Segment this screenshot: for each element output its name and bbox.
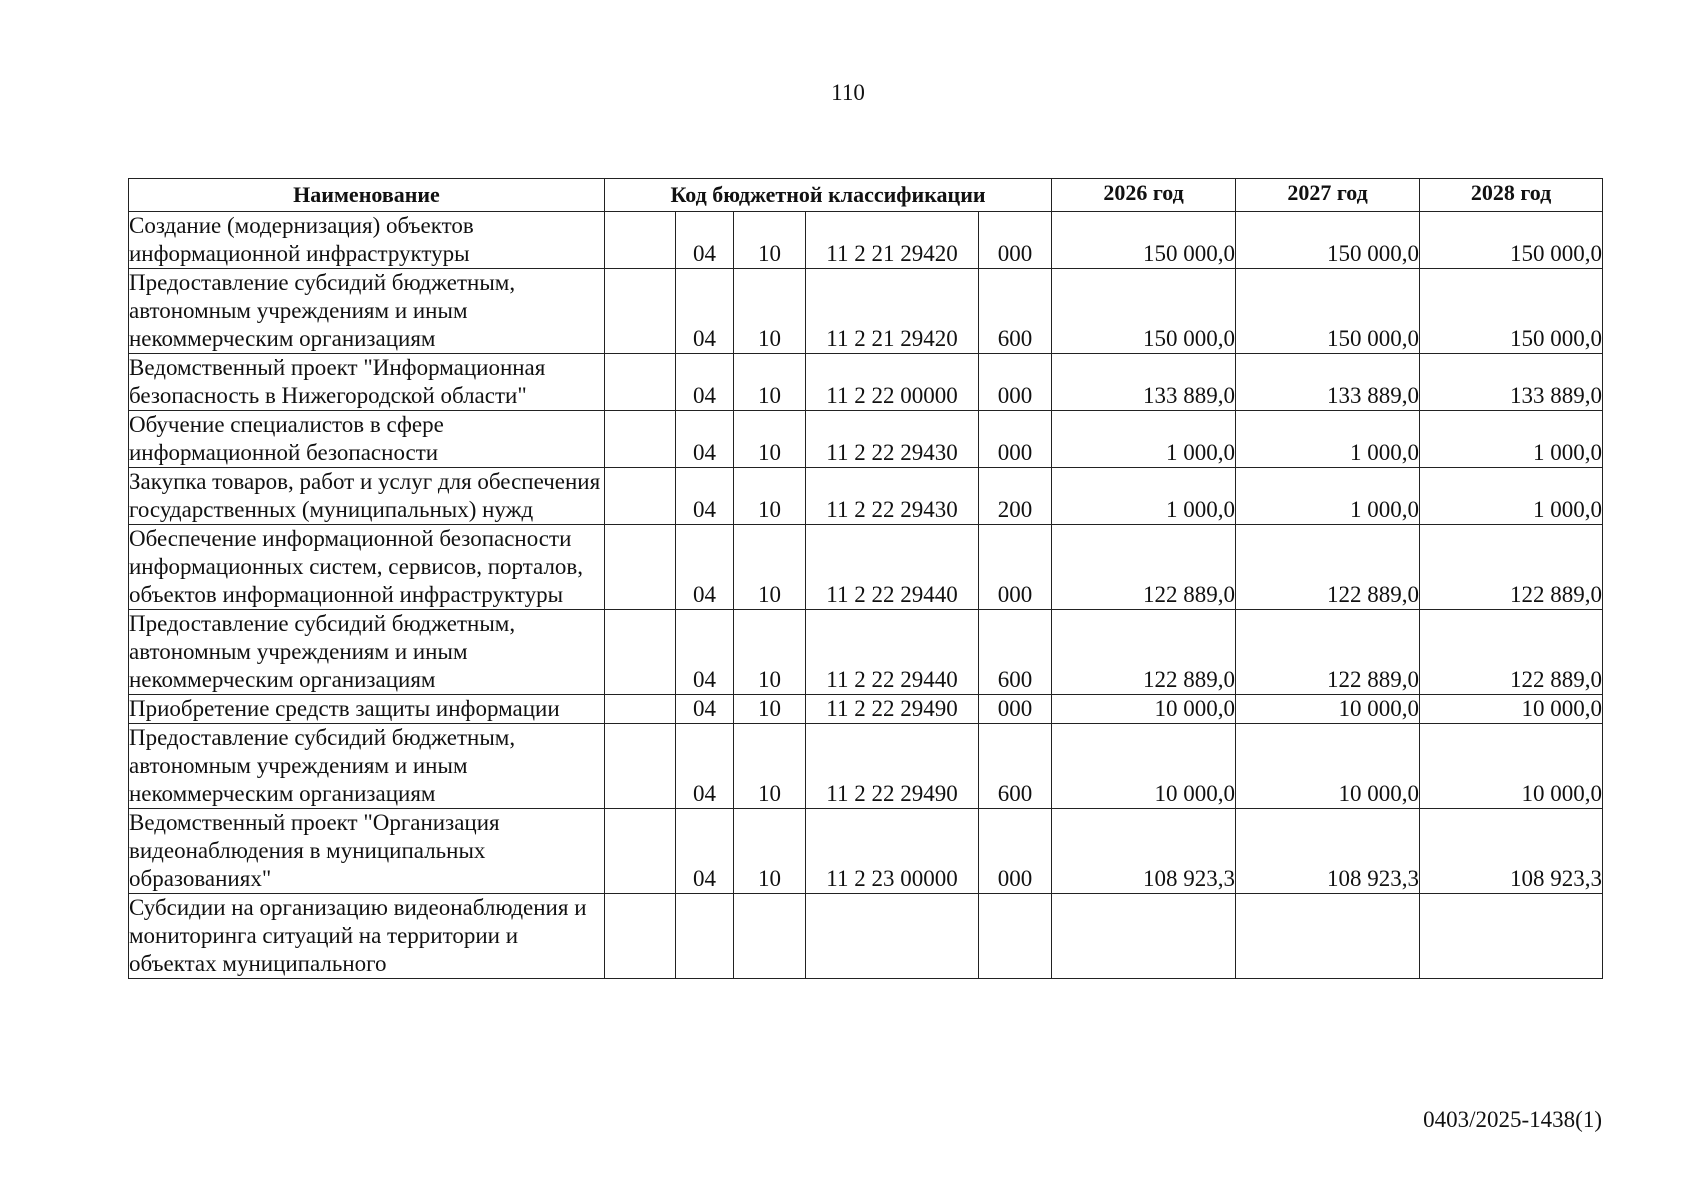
row-subsection-code: 10: [734, 468, 806, 525]
header-2026: 2026 год: [1052, 179, 1236, 212]
row-section-code: 04: [676, 695, 734, 724]
row-name: Ведомственный проект "Организация видеонаблюдения в муниципальных образованиях": [129, 809, 605, 894]
row-amount-2027: 10 000,0: [1236, 695, 1420, 724]
row-name: Субсидии на организацию видеонаблюдения и мониторинга ситуаций на территории и объектах муниципального: [129, 894, 605, 979]
row-target-article: 11 2 22 29440: [806, 525, 979, 610]
table-row: [129, 809, 1603, 894]
row-expense-type: 000: [979, 411, 1052, 468]
document-number: 0403/2025-1438(1): [1423, 1107, 1602, 1132]
row-blank-cell: [605, 610, 676, 695]
row-blank-cell: [605, 411, 676, 468]
row-section-code: 04: [676, 809, 734, 894]
row-amount-2026: 133 889,0: [1052, 354, 1236, 411]
row-blank-cell: [605, 809, 676, 894]
row-name: Предоставление субсидий бюджетным, автономным учреждениям и иным некоммерческим организациям: [129, 610, 605, 695]
row-subsection-code: 10: [734, 809, 806, 894]
row-amount-2026: 122 889,0: [1052, 525, 1236, 610]
row-amount-2027: 133 889,0: [1236, 354, 1420, 411]
row-name: Обучение специалистов в сфере информационной безопасности: [129, 411, 605, 468]
row-name: Закупка товаров, работ и услуг для обеспечения государственных (муниципальных) нужд: [129, 468, 605, 525]
row-amount-2028: 133 889,0: [1420, 354, 1603, 411]
row-blank-cell: [605, 695, 676, 724]
row-name: Обеспечение информационной безопасности информационных систем, сервисов, порталов, объектов информационной инфраструктуры: [129, 525, 605, 610]
row-blank-cell: [605, 212, 676, 269]
row-expense-type: 600: [979, 269, 1052, 354]
row-amount-2027: 122 889,0: [1236, 525, 1420, 610]
row-subsection-code: 10: [734, 269, 806, 354]
row-amount-2027: 10 000,0: [1236, 724, 1420, 809]
row-subsection-code: 10: [734, 724, 806, 809]
row-name: Создание (модернизация) объектов информационной инфраструктуры: [129, 212, 605, 269]
row-target-article: 11 2 22 29430: [806, 411, 979, 468]
row-amount-2027: 1 000,0: [1236, 411, 1420, 468]
table-row: [129, 525, 1603, 610]
row-subsection-code: 10: [734, 525, 806, 610]
row-section-code: 04: [676, 411, 734, 468]
table-row: [129, 354, 1603, 411]
row-blank-cell: [605, 724, 676, 809]
row-target-article: 11 2 22 00000: [806, 354, 979, 411]
row-amount-2027: 150 000,0: [1236, 212, 1420, 269]
row-expense-type: 000: [979, 525, 1052, 610]
table-row: [129, 695, 1603, 724]
row-expense-type: 000: [979, 695, 1052, 724]
row-section-code: 04: [676, 354, 734, 411]
row-amount-2028: 150 000,0: [1420, 269, 1603, 354]
row-blank-cell: [605, 894, 676, 979]
row-section-code: 04: [676, 212, 734, 269]
row-target-article: 11 2 22 29440: [806, 610, 979, 695]
row-target-article: 11 2 22 29490: [806, 724, 979, 809]
table-row: [129, 724, 1603, 809]
row-amount-2026: 1 000,0: [1052, 411, 1236, 468]
row-target-article: 11 2 22 29430: [806, 468, 979, 525]
row-blank-cell: [605, 269, 676, 354]
row-name: Приобретение средств защиты информации: [129, 695, 605, 724]
row-amount-2028: 122 889,0: [1420, 610, 1603, 695]
table-row: [129, 411, 1603, 468]
row-expense-type: 000: [979, 809, 1052, 894]
row-amount-2028: 10 000,0: [1420, 724, 1603, 809]
row-amount-2027: [1236, 894, 1420, 979]
row-target-article: 11 2 21 29420: [806, 269, 979, 354]
row-amount-2026: 150 000,0: [1052, 269, 1236, 354]
row-section-code: 04: [676, 610, 734, 695]
row-amount-2027: 150 000,0: [1236, 269, 1420, 354]
row-amount-2028: 150 000,0: [1420, 212, 1603, 269]
row-section-code: 04: [676, 724, 734, 809]
row-section-code: [676, 894, 734, 979]
table-row: [129, 610, 1603, 695]
header-name: Наименование: [129, 179, 605, 212]
row-name: Предоставление субсидий бюджетным, автономным учреждениям и иным некоммерческим организациям: [129, 269, 605, 354]
row-subsection-code: 10: [734, 610, 806, 695]
table-row: [129, 212, 1603, 269]
row-expense-type: 000: [979, 212, 1052, 269]
row-target-article: [806, 894, 979, 979]
header-2027: 2027 год: [1236, 179, 1420, 212]
row-name: Предоставление субсидий бюджетным, автономным учреждениям и иным некоммерческим организациям: [129, 724, 605, 809]
row-expense-type: 600: [979, 610, 1052, 695]
table-row: [129, 468, 1603, 525]
row-expense-type: [979, 894, 1052, 979]
row-target-article: 11 2 22 29490: [806, 695, 979, 724]
row-amount-2026: 1 000,0: [1052, 468, 1236, 525]
row-expense-type: 000: [979, 354, 1052, 411]
row-amount-2028: 1 000,0: [1420, 468, 1603, 525]
row-blank-cell: [605, 525, 676, 610]
row-section-code: 04: [676, 269, 734, 354]
row-amount-2027: 1 000,0: [1236, 468, 1420, 525]
row-subsection-code: 10: [734, 212, 806, 269]
table-header-row: [129, 179, 1603, 212]
row-amount-2026: 108 923,3: [1052, 809, 1236, 894]
row-name: Ведомственный проект "Информационная безопасность в Нижегородской области": [129, 354, 605, 411]
row-amount-2027: 122 889,0: [1236, 610, 1420, 695]
table-row: [129, 269, 1603, 354]
table-row: [129, 894, 1603, 979]
budget-table: [128, 178, 1603, 979]
table-body: [129, 212, 1603, 979]
row-amount-2028: 10 000,0: [1420, 695, 1603, 724]
row-target-article: 11 2 23 00000: [806, 809, 979, 894]
row-amount-2026: [1052, 894, 1236, 979]
header-2028: 2028 год: [1420, 179, 1603, 212]
row-target-article: 11 2 21 29420: [806, 212, 979, 269]
page-number: 110: [831, 80, 865, 105]
row-subsection-code: 10: [734, 411, 806, 468]
row-expense-type: 200: [979, 468, 1052, 525]
row-blank-cell: [605, 354, 676, 411]
row-subsection-code: [734, 894, 806, 979]
row-expense-type: 600: [979, 724, 1052, 809]
row-section-code: 04: [676, 468, 734, 525]
row-amount-2026: 122 889,0: [1052, 610, 1236, 695]
row-amount-2026: 10 000,0: [1052, 695, 1236, 724]
row-amount-2026: 150 000,0: [1052, 212, 1236, 269]
row-section-code: 04: [676, 525, 734, 610]
row-amount-2028: 122 889,0: [1420, 525, 1603, 610]
row-amount-2028: 1 000,0: [1420, 411, 1603, 468]
row-subsection-code: 10: [734, 354, 806, 411]
row-amount-2026: 10 000,0: [1052, 724, 1236, 809]
row-blank-cell: [605, 468, 676, 525]
row-amount-2028: [1420, 894, 1603, 979]
row-amount-2027: 108 923,3: [1236, 809, 1420, 894]
row-subsection-code: 10: [734, 695, 806, 724]
header-code: Код бюджетной классификации: [605, 179, 1052, 212]
row-amount-2028: 108 923,3: [1420, 809, 1603, 894]
